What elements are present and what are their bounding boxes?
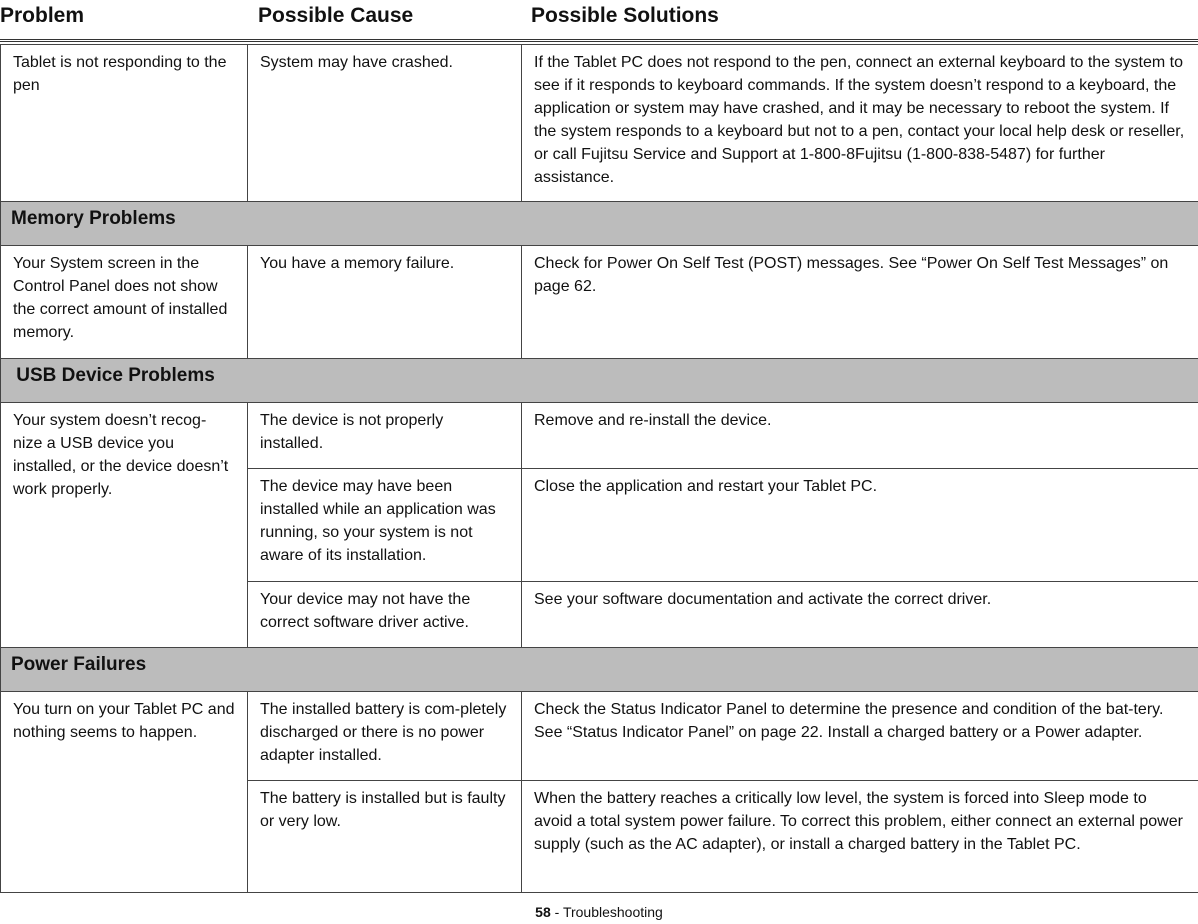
- solution-cell: Check for Power On Self Test (POST) messages. See “Power On Self Test Messages” on page 62.: [522, 246, 1198, 359]
- header-possible-solutions: Possible Solutions: [531, 4, 719, 27]
- troubleshooting-table: [0, 44, 1198, 893]
- section-title: Memory Problems: [1, 202, 1198, 246]
- problem-cell: You turn on your Tablet PC and nothing seems to happen.: [1, 692, 248, 893]
- section-usb-device-problems: [1, 359, 1198, 403]
- solution-cell: Check the Status Indicator Panel to determine the presence and condition of the bat-tery. See “Status Indicator Panel” on page 22. Install a charged battery or a Power adapter.: [522, 692, 1198, 781]
- solution-cell: Remove and re-install the device.: [522, 403, 1198, 469]
- page-footer: [0, 904, 1198, 920]
- cause-cell: The device may have been installed while an application was running, so your system is not aware of its installation.: [248, 469, 522, 582]
- cause-cell: The installed battery is com-pletely discharged or there is no power adapter installed.: [248, 692, 522, 781]
- page-number: 58: [535, 904, 551, 920]
- cause-cell: System may have crashed.: [248, 45, 522, 202]
- problem-cell: Your System screen in the Control Panel does not show the correct amount of installed memory.: [1, 246, 248, 359]
- table-header: [0, 0, 1198, 42]
- cause-cell: The battery is installed but is faulty or very low.: [248, 781, 522, 893]
- section-memory-problems: [1, 202, 1198, 246]
- header-problem: Problem: [0, 4, 85, 27]
- solution-cell: Close the application and restart your Tablet PC.: [522, 469, 1198, 582]
- section-title: Power Failures: [1, 648, 1198, 692]
- table-row: [1, 403, 1198, 469]
- solution-cell: If the Tablet PC does not respond to the pen, connect an external keyboard to the system to see if it responds to keyboard commands. If the system doesn’t respond to a keyboard, the application or system may have crashed, and it may be necessary to reboot the system. If the system responds to a keyboard but not to a pen, contact your local help desk or reseller, or call Fujitsu Service and Support at 1-800-8Fujitsu (1-800-838-5487) for further assistance.: [522, 45, 1198, 202]
- footer-section: - Troubleshooting: [550, 904, 663, 920]
- problem-cell: Tablet is not responding to the pen: [1, 45, 248, 202]
- table-row: [1, 692, 1198, 781]
- header-possible-cause: Possible Cause: [258, 4, 414, 27]
- table-row: [1, 45, 1198, 202]
- problem-cell: Your system doesn’t recog-nize a USB device you installed, or the device doesn’t work properly.: [1, 403, 248, 648]
- solution-cell: See your software documentation and activate the correct driver.: [522, 582, 1198, 648]
- cause-cell: The device is not properly installed.: [248, 403, 522, 469]
- cause-cell: Your device may not have the correct software driver active.: [248, 582, 522, 648]
- cause-cell: You have a memory failure.: [248, 246, 522, 359]
- solution-cell: When the battery reaches a critically low level, the system is forced into Sleep mode to avoid a total system power failure. To correct this problem, either connect an external power supply (such as the AC adapter), or install a charged battery in the Tablet PC.: [522, 781, 1198, 893]
- section-power-failures: [1, 648, 1198, 692]
- table-row: [1, 246, 1198, 359]
- section-title: USB Device Problems: [1, 359, 1198, 403]
